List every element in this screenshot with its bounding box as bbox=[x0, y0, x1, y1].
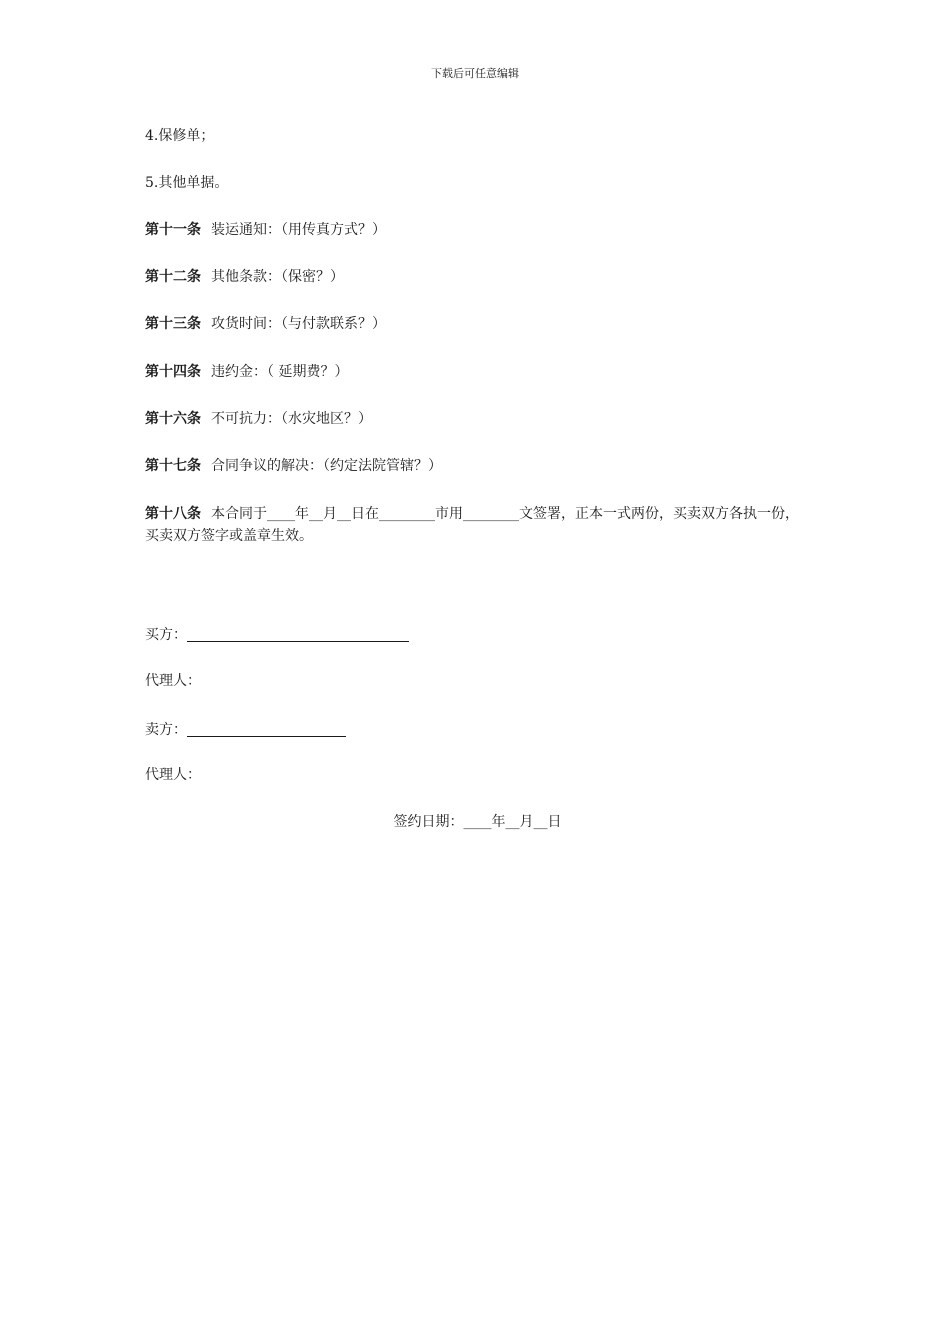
buyer-line bbox=[145, 622, 810, 646]
page-header: 下载后可任意编辑 bbox=[431, 67, 519, 80]
article-text: 不可抗力：（水灾地区？） bbox=[211, 411, 372, 427]
article-text: 违约金：（ 延期费？） bbox=[211, 364, 349, 380]
signing-date: 签约日期：____年__月__日 bbox=[393, 814, 562, 830]
list-item: 5.其他单据。 bbox=[145, 175, 229, 191]
article-label: 第十三条 bbox=[145, 316, 201, 332]
article-text: 本合同于____年__月__日在________市用________文签署，正本一式两份，买卖双方各执一份，买卖双方签字或盖章生效。 bbox=[145, 506, 799, 544]
article-17 bbox=[145, 455, 810, 477]
article-text: 装运通知：（用传真方式？） bbox=[211, 222, 386, 238]
buyer-label: 买方： bbox=[145, 627, 187, 643]
seller-label: 卖方： bbox=[145, 722, 187, 738]
article-label: 第十七条 bbox=[145, 458, 201, 474]
list-item: 4.保修单； bbox=[145, 128, 215, 144]
article-14 bbox=[145, 361, 810, 383]
agent-line: 代理人： bbox=[145, 673, 201, 689]
article-13 bbox=[145, 313, 810, 335]
seller-line bbox=[145, 717, 810, 741]
agent-line: 代理人： bbox=[145, 767, 201, 783]
article-label: 第十四条 bbox=[145, 364, 201, 380]
article-16 bbox=[145, 408, 810, 430]
buyer-signature-line bbox=[187, 625, 409, 642]
article-text: 合同争议的解决：（约定法院管辖？） bbox=[211, 458, 442, 474]
article-label: 第十二条 bbox=[145, 269, 201, 285]
article-12 bbox=[145, 266, 810, 288]
article-label: 第十一条 bbox=[145, 222, 201, 238]
article-11 bbox=[145, 219, 810, 241]
article-label: 第十六条 bbox=[145, 411, 201, 427]
article-text: 攻货时间：（与付款联系？） bbox=[211, 316, 386, 332]
article-18 bbox=[145, 503, 810, 547]
article-label: 第十八条 bbox=[145, 506, 201, 522]
seller-signature-line bbox=[187, 720, 346, 737]
article-text: 其他条款：（保密？） bbox=[211, 269, 344, 285]
